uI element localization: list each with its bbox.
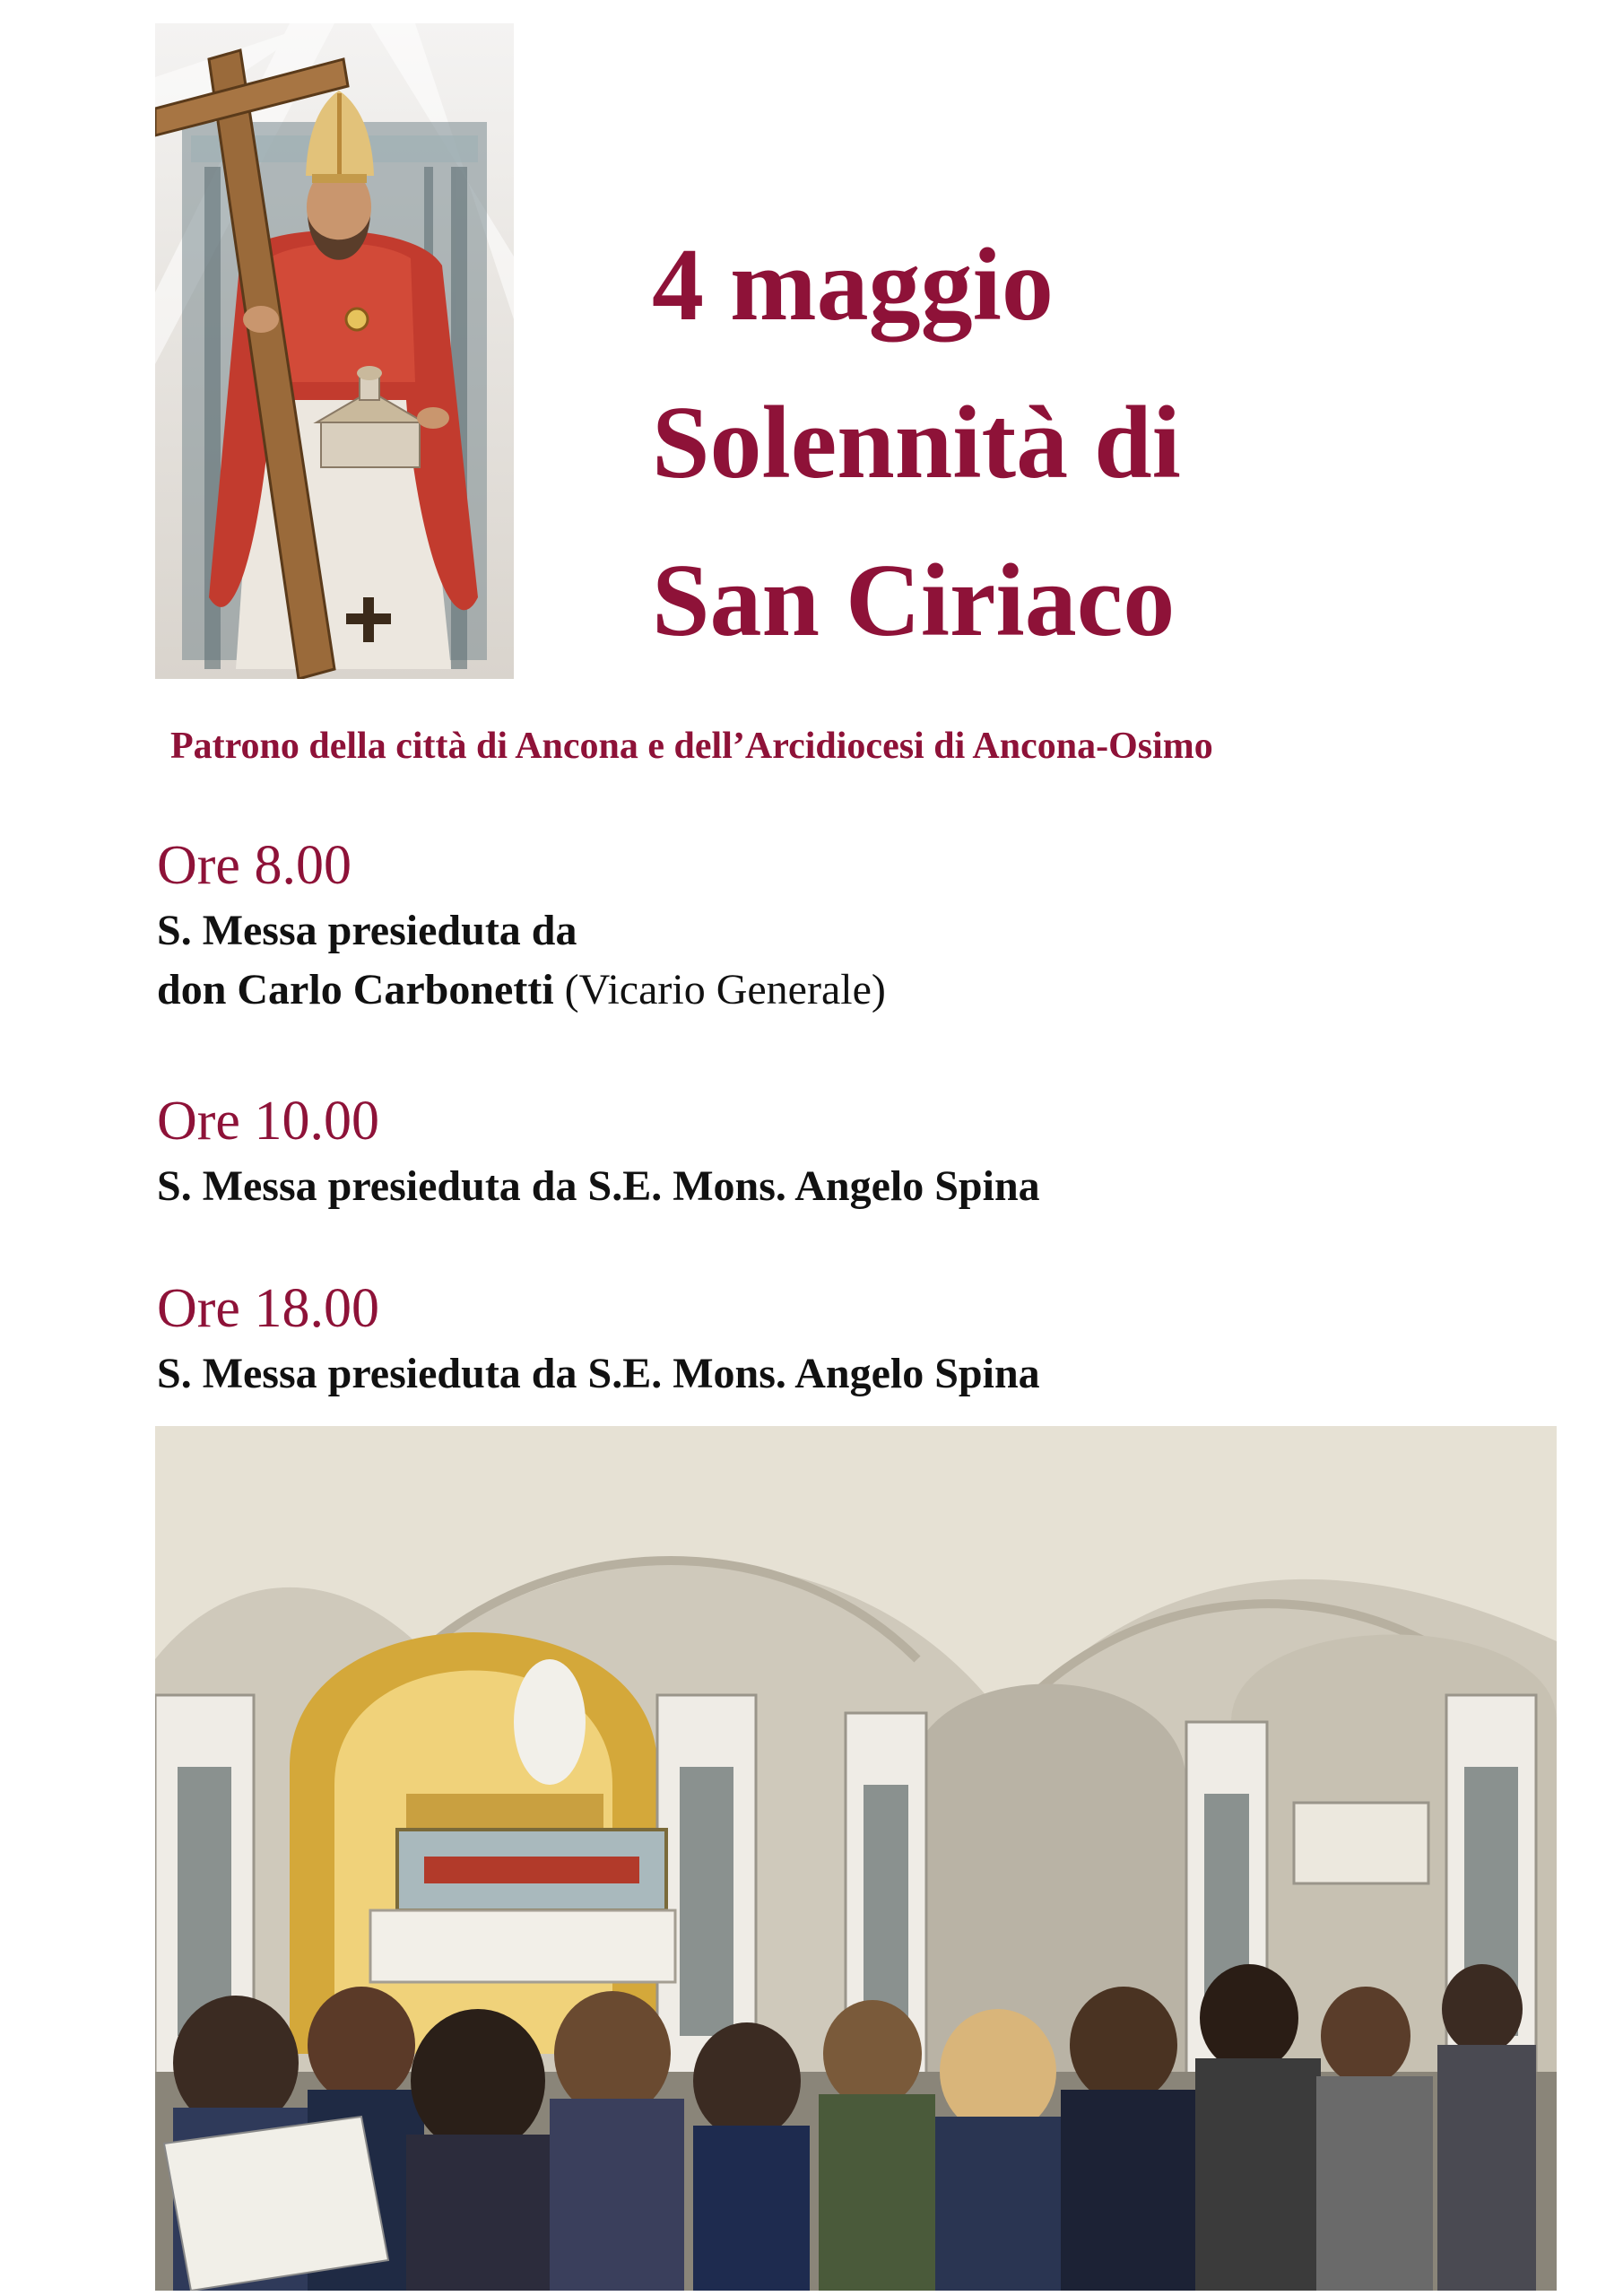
event-description: S. Messa presieduta da S.E. Mons. Angelo Spina: [157, 1162, 1040, 1210]
subtitle: Patrono della città di Ancona e dell’Arcidiocesi di Ancona-Osimo: [170, 726, 1213, 767]
event-presider-role: (Vicario Generale): [564, 966, 886, 1013]
schedule-item: [157, 830, 886, 1020]
title-date: 4 maggio: [652, 228, 1054, 343]
schedule-item: [157, 1085, 1040, 1216]
event-time: Ore 10.00: [157, 1091, 379, 1152]
page-title: [652, 206, 1549, 680]
crypt-photo: [155, 1426, 1557, 2291]
saint-ciriaco-painting: [155, 23, 514, 679]
title-solemnity: Solennità di: [652, 386, 1181, 500]
event-description: S. Messa presieduta da S.E. Mons. Angelo Spina: [157, 1350, 1040, 1397]
event-time: Ore 18.00: [157, 1278, 379, 1339]
schedule-item: [157, 1273, 1040, 1404]
event-description: S. Messa presieduta da: [157, 907, 577, 954]
event-time: Ore 8.00: [157, 835, 352, 896]
title-saint-name: San Ciriaco: [652, 544, 1176, 658]
event-presider: don Carlo Carbonetti: [157, 966, 554, 1013]
